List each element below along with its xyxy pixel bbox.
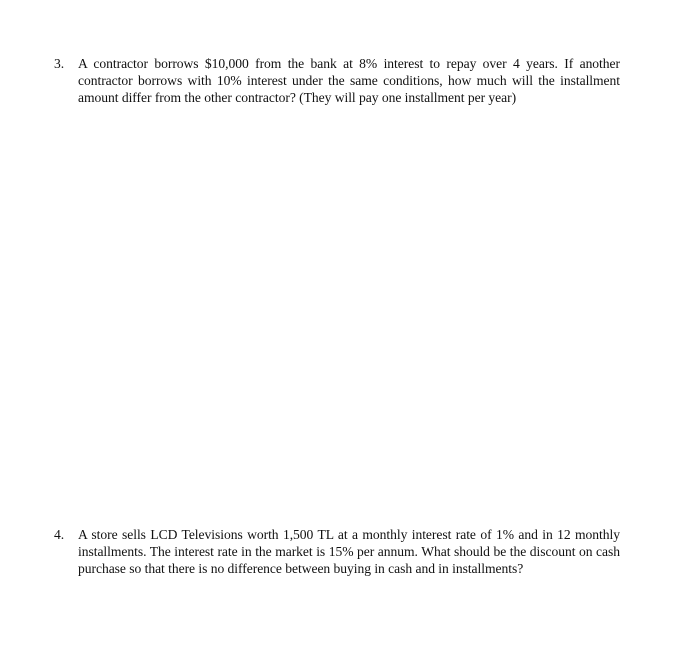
question-3 — [54, 55, 620, 106]
question-4-text: A store sells LCD Televisions worth 1,500 TL at a monthly interest rate of 1% and in 12 monthly installments. The interest rate in the market is 15% per annum. What should be the discount on cash purchase so that there is no difference between buying in cash and in installments? — [78, 527, 620, 576]
question-4-number: 4. — [54, 527, 65, 542]
question-3-number: 3. — [54, 56, 65, 71]
question-3-text: A contractor borrows $10,000 from the bank at 8% interest to repay over 4 years. If another contractor borrows with 10% interest under the same conditions, how much will the installment amount differ from the other contractor? (They will pay one installment per year) — [78, 56, 620, 105]
question-4 — [54, 526, 620, 577]
